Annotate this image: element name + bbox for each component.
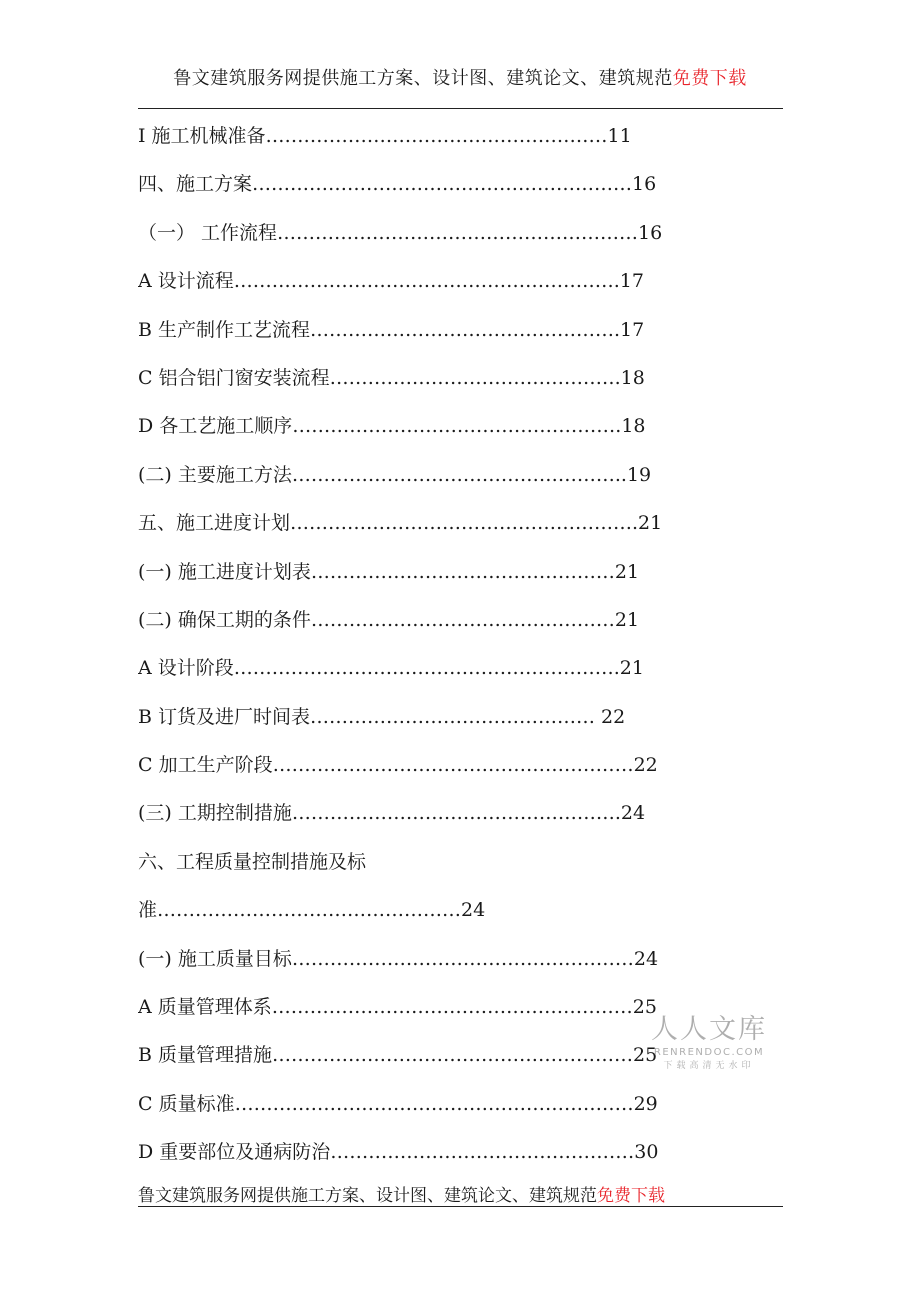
toc-entry[interactable]: A 质量管理体系…………………………………………………25 <box>138 996 657 1019</box>
toc-entry[interactable]: (三) 工期控制措施…………………………………………….24 <box>138 802 646 825</box>
toc-entry[interactable]: D 各工艺施工顺序…………………………………………….18 <box>138 415 646 438</box>
footer-rule <box>138 1206 783 1207</box>
toc-entry[interactable]: C 加工生产阶段…………………………………………………22 <box>138 754 658 777</box>
toc-entry[interactable]: 准…………………………………………24 <box>138 899 486 922</box>
watermark-tagline: 下载高清无水印 <box>663 1061 755 1071</box>
toc-entry[interactable]: C 质量标准………………………………………………………29 <box>138 1092 658 1115</box>
toc-entry[interactable]: 六、工程质量控制措施及标 <box>138 850 367 873</box>
toc-entry[interactable]: A 设计阶段…………………………………………………….21 <box>138 657 644 680</box>
header-rule <box>138 108 783 109</box>
header-text: 鲁文建筑服务网提供施工方案、设计图、建筑论文、建筑规范 <box>173 68 673 89</box>
toc-entry[interactable]: 五、施工进度计划……………………………………………….21 <box>138 512 663 535</box>
toc-entry[interactable]: （一） 工作流程…………………………………………………16 <box>138 221 663 244</box>
toc-entry[interactable]: B 生产制作工艺流程………………………………………….17 <box>138 318 645 341</box>
toc-entry[interactable]: D 重要部位及通病防治…………………………………………30 <box>138 1141 659 1164</box>
toc-entry[interactable]: A 设计流程…………………………………………………….17 <box>138 270 644 293</box>
watermark-title: 人人文库 <box>651 1014 767 1045</box>
footer-text: 鲁文建筑服务网提供施工方案、设计图、建筑论文、建筑规范 <box>138 1186 597 1206</box>
toc-entry[interactable]: B 质量管理措施…………………………………………………25 <box>138 1044 658 1067</box>
page-header <box>0 64 920 90</box>
toc-entry[interactable]: I 施工机械准备………………………………………………11 <box>138 125 632 147</box>
footer-free-download: 免费下载 <box>597 1186 665 1206</box>
toc-entry[interactable]: B 订货及进厂时间表……………………………………… 22 <box>138 705 626 728</box>
toc-entry[interactable]: (一) 施工质量目标………………………………………………24 <box>138 947 659 970</box>
toc-entry[interactable]: (二) 确保工期的条件…………………………………………21 <box>138 608 640 631</box>
watermark-logo <box>646 1014 772 1073</box>
watermark-url: RENRENDOC.COM <box>653 1047 765 1058</box>
header-free-download: 免费下载 <box>672 68 747 89</box>
page-footer <box>138 1181 665 1206</box>
toc-entry[interactable]: (一) 施工进度计划表…………………………………………21 <box>138 560 640 583</box>
toc-entry[interactable]: 四、施工方案……………………………………………………16 <box>138 173 657 196</box>
toc-entry[interactable]: (二) 主要施工方法……………………………………………..19 <box>138 463 652 486</box>
toc-entry[interactable]: C 铝合铝门窗安装流程……………………………………….18 <box>138 366 645 389</box>
